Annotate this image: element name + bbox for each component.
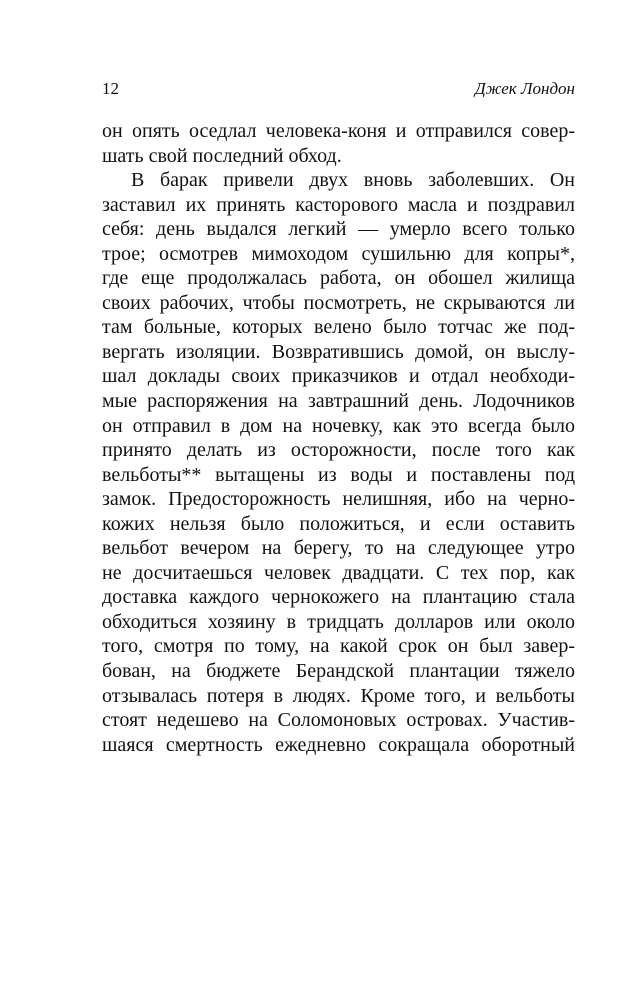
- text-line: себя: день выдался легкий — умерло всего только: [102, 218, 575, 241]
- page-number: 12: [102, 79, 119, 98]
- text-line: В барак привели двух вновь заболевших. Он: [131, 169, 575, 192]
- text-line: отзывалась потеря в людях. Кроме того, и вельботы: [102, 684, 575, 707]
- text-line: обходиться хозяину в тридцать долларов или около: [102, 610, 575, 633]
- text-line: вельботы** вытащены из воды и поставлены под: [102, 463, 575, 486]
- text-line: трое; осмотрев мимоходом сушильню для копры*,: [102, 242, 575, 265]
- text-line: бован, на бюджете Берандской плантации тяжело: [102, 660, 575, 683]
- text-line: мые распоряжения на завтрашний день. Лодочников: [102, 390, 575, 413]
- text-line: он опять оседлал человека-коня и отправился совер-: [102, 120, 575, 142]
- text-line: не досчитаешься человек двадцати. С тех пор, как: [102, 561, 575, 584]
- text-line: доставка каждого чернокожего на плантацию стала: [102, 586, 575, 609]
- text-line: шал доклады своих приказчиков и отдал необходи-: [102, 365, 575, 388]
- running-header: [102, 79, 575, 103]
- text-line: там больные, которых велено было тотчас же под-: [102, 316, 575, 339]
- text-line: принято делать из осторожности, после того как: [102, 439, 575, 462]
- text-line: он отправил в дом на ночевку, как это всегда было: [102, 414, 575, 437]
- main-text: [102, 119, 575, 757]
- text-line: стоят недешево на Соломоновых островах. Участив-: [102, 709, 575, 732]
- text-line: заставил их принять касторового масла и поздравил: [102, 193, 575, 216]
- text-line: того, смотря по тому, на какой срок он был завер-: [102, 635, 575, 658]
- text-line: вельбот вечером на берегу, то на следующее утро: [102, 537, 575, 560]
- text-line: шать свой последний обход.: [102, 144, 342, 167]
- text-line: кожих нельзя было положиться, и если оставить: [102, 512, 575, 535]
- running-title-author: Джек Лондон: [474, 79, 575, 98]
- text-line: где еще продолжалась работа, он обошел жилища: [102, 267, 575, 290]
- text-line: вергать изоляции. Возвратившись домой, он выслу-: [102, 340, 575, 363]
- text-line: своих рабочих, чтобы посмотреть, не скрываются ли: [102, 291, 575, 314]
- text-line: замок. Предосторожность нелишняя, ибо на черно-: [102, 488, 575, 511]
- text-line: шаяся смертность ежедневно сокращала оборотный: [102, 733, 575, 756]
